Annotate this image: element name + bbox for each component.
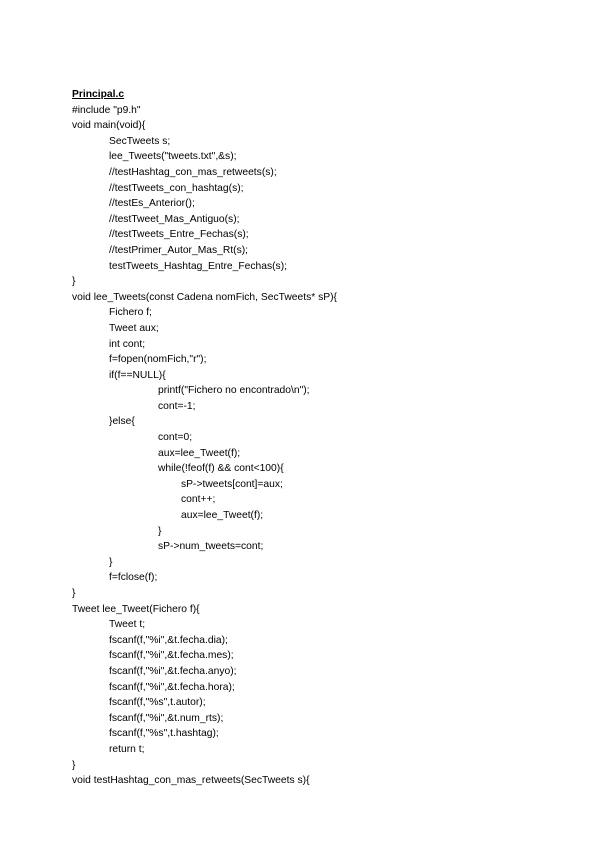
document-title: Principal.c xyxy=(72,89,125,100)
code-line: int cont; xyxy=(109,338,146,350)
code-line: void testHashtag_con_mas_retweets(SecTweets s){ xyxy=(72,775,310,787)
code-line: //testHashtag_con_mas_retweets(s); xyxy=(109,166,277,178)
code-line: } xyxy=(158,525,162,537)
code-line: aux=lee_Tweet(f); xyxy=(181,510,264,522)
code-line: Fichero f; xyxy=(109,307,152,319)
code-line: fscanf(f,"%i",&t.fecha.mes); xyxy=(109,650,234,662)
code-line: #include "p9.h" xyxy=(72,104,141,116)
code-line: sP->tweets[cont]=aux; xyxy=(181,478,283,490)
code-line: printf("Fichero no encontrado\n"); xyxy=(158,385,310,397)
code-line: } xyxy=(72,276,76,288)
code-line: while(!feof(f) && cont<100){ xyxy=(158,463,284,475)
code-line: } xyxy=(72,759,76,771)
code-line: testTweets_Hashtag_Entre_Fechas(s); xyxy=(109,260,287,272)
code-line: fscanf(f,"%i",&t.fecha.dia); xyxy=(109,634,228,646)
code-line: //testEs_Anterior(); xyxy=(109,198,195,210)
code-line: if(f==NULL){ xyxy=(109,369,166,381)
code-line: Tweet lee_Tweet(Fichero f){ xyxy=(72,603,200,615)
code-line: sP->num_tweets=cont; xyxy=(158,541,264,553)
code-line: fscanf(f,"%s",t.hashtag); xyxy=(109,728,219,740)
code-line: void main(void){ xyxy=(72,120,146,132)
code-line: SecTweets s; xyxy=(109,135,171,147)
code-line: cont=-1; xyxy=(158,400,196,412)
code-line: //testTweet_Mas_Antiguo(s); xyxy=(109,213,240,225)
code-line: } xyxy=(109,556,113,568)
code-line: Tweet aux; xyxy=(109,322,159,334)
code-line: } xyxy=(72,588,76,599)
code-line: lee_Tweets("tweets.txt",&s); xyxy=(109,151,237,163)
code-line: fscanf(f,"%s",t.autor); xyxy=(109,697,206,709)
code-line: cont++; xyxy=(181,494,216,506)
code-line: cont=0; xyxy=(158,432,193,444)
code-line: fscanf(f,"%i",&t.fecha.hora); xyxy=(109,681,235,693)
code-listing xyxy=(72,87,572,789)
code-line: return t; xyxy=(109,743,145,755)
code-line: }else{ xyxy=(109,416,135,428)
code-line: f=fopen(nomFich,"r"); xyxy=(109,354,207,366)
code-line: //testPrimer_Autor_Mas_Rt(s); xyxy=(109,244,249,256)
code-line: aux=lee_Tweet(f); xyxy=(158,447,241,459)
code-line: f=fclose(f); xyxy=(109,572,158,584)
code-line: fscanf(f,"%i",&t.num_rts); xyxy=(109,712,224,724)
code-line: //testTweets_Entre_Fechas(s); xyxy=(109,229,249,241)
code-line: fscanf(f,"%i",&t.fecha.anyo); xyxy=(109,665,237,677)
code-line: void lee_Tweets(const Cadena nomFich, SecTweets* sP){ xyxy=(72,291,337,303)
code-line: //testTweets_con_hashtag(s); xyxy=(109,182,244,194)
code-line: Tweet t; xyxy=(109,619,146,631)
